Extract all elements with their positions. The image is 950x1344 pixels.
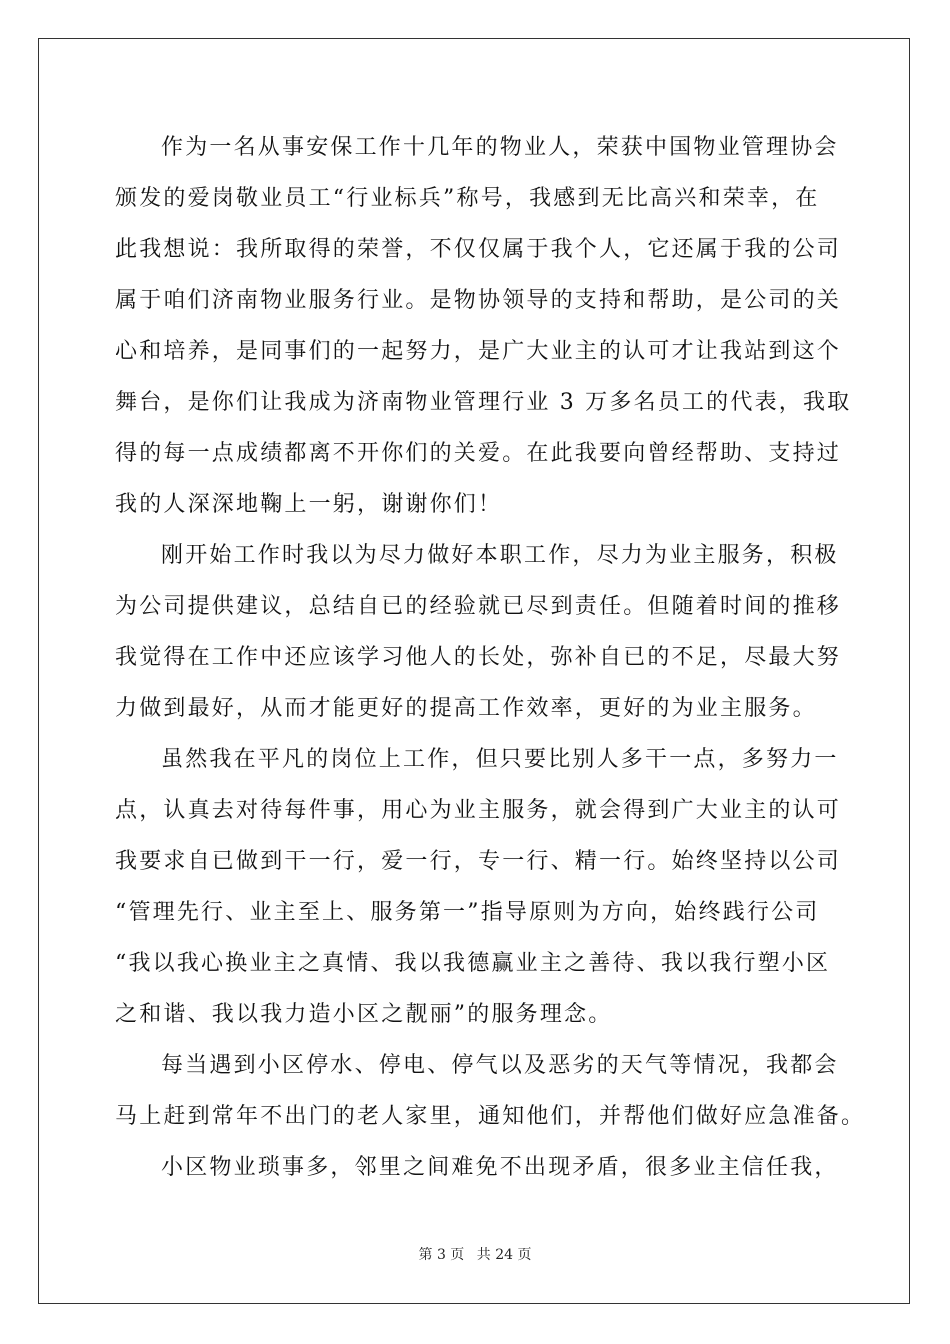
page-total: 共 24 页 [476, 1247, 532, 1263]
paragraph-line: 颁发的爱岗敬业员工“行业标兵”称号，我感到无比高兴和荣幸，在 [115, 186, 820, 211]
paragraph-line: 每当遇到小区停水、停电、停气以及恶劣的天气等情况，我都会 [161, 1053, 839, 1078]
paragraph-line: 为公司提供建议，总结自已的经验就已尽到责任。但随着时间的推移 [115, 594, 842, 619]
paragraph-line: 得的每一点成绩都离不开你们的关爱。在此我要向曾经帮助、支持过 [115, 441, 842, 466]
paragraph-line: “我以我心换业主之真情、我以我德赢业主之善待、我以我行塑小区 [115, 951, 831, 976]
paragraph-line: 此我想说：我所取得的荣誉，不仅仅属于我个人，它还属于我的公司 [115, 237, 842, 262]
page-number: 第 3 页 [418, 1247, 465, 1263]
paragraph-line: 舞台，是你们让我成为济南物业管理行业 3 万多名员工的代表，我取 [115, 390, 852, 415]
paragraph-line: 我觉得在工作中还应该学习他人的长处，弥补自已的不足，尽最大努 [115, 645, 842, 670]
paragraph-line: 属于咱们济南物业服务行业。是物协领导的支持和帮助，是公司的关 [115, 288, 842, 313]
paragraph-line: 刚开始工作时我以为尽力做好本职工作，尽力为业主服务，积极 [161, 543, 839, 568]
paragraph-line: 小区物业琐事多，邻里之间难免不出现矛盾，很多业主信任我， [161, 1155, 839, 1180]
paragraph-line: 之和谐、我以我力造小区之靓丽”的服务理念。 [115, 1002, 613, 1027]
paragraph-line: “管理先行、业主至上、服务第一”指导原则为方向，始终践行公司 [115, 900, 820, 925]
paragraph-line: 马上赶到常年不出门的老人家里，通知他们，并帮他们做好应急准备。 [115, 1104, 866, 1129]
paragraph-line: 虽然我在平凡的岗位上工作，但只要比别人多干一点，多努力一 [161, 747, 839, 772]
paragraph-line: 我要求自已做到干一行，爱一行，专一行、精一行。始终坚持以公司 [115, 849, 842, 874]
paragraph-line: 心和培养，是同事们的一起努力，是广大业主的认可才让我站到这个 [115, 339, 842, 364]
paragraph-line: 力做到最好，从而才能更好的提高工作效率，更好的为业主服务。 [115, 696, 817, 721]
paragraph-line: 作为一名从事安保工作十几年的物业人，荣获中国物业管理协会 [161, 135, 839, 160]
paragraph-line: 我的人深深地鞠上一躬，谢谢你们！ [115, 492, 503, 517]
paragraph-line: 点，认真去对待每件事，用心为业主服务，就会得到广大业主的认可 [115, 798, 842, 823]
page-footer [0, 1245, 950, 1265]
